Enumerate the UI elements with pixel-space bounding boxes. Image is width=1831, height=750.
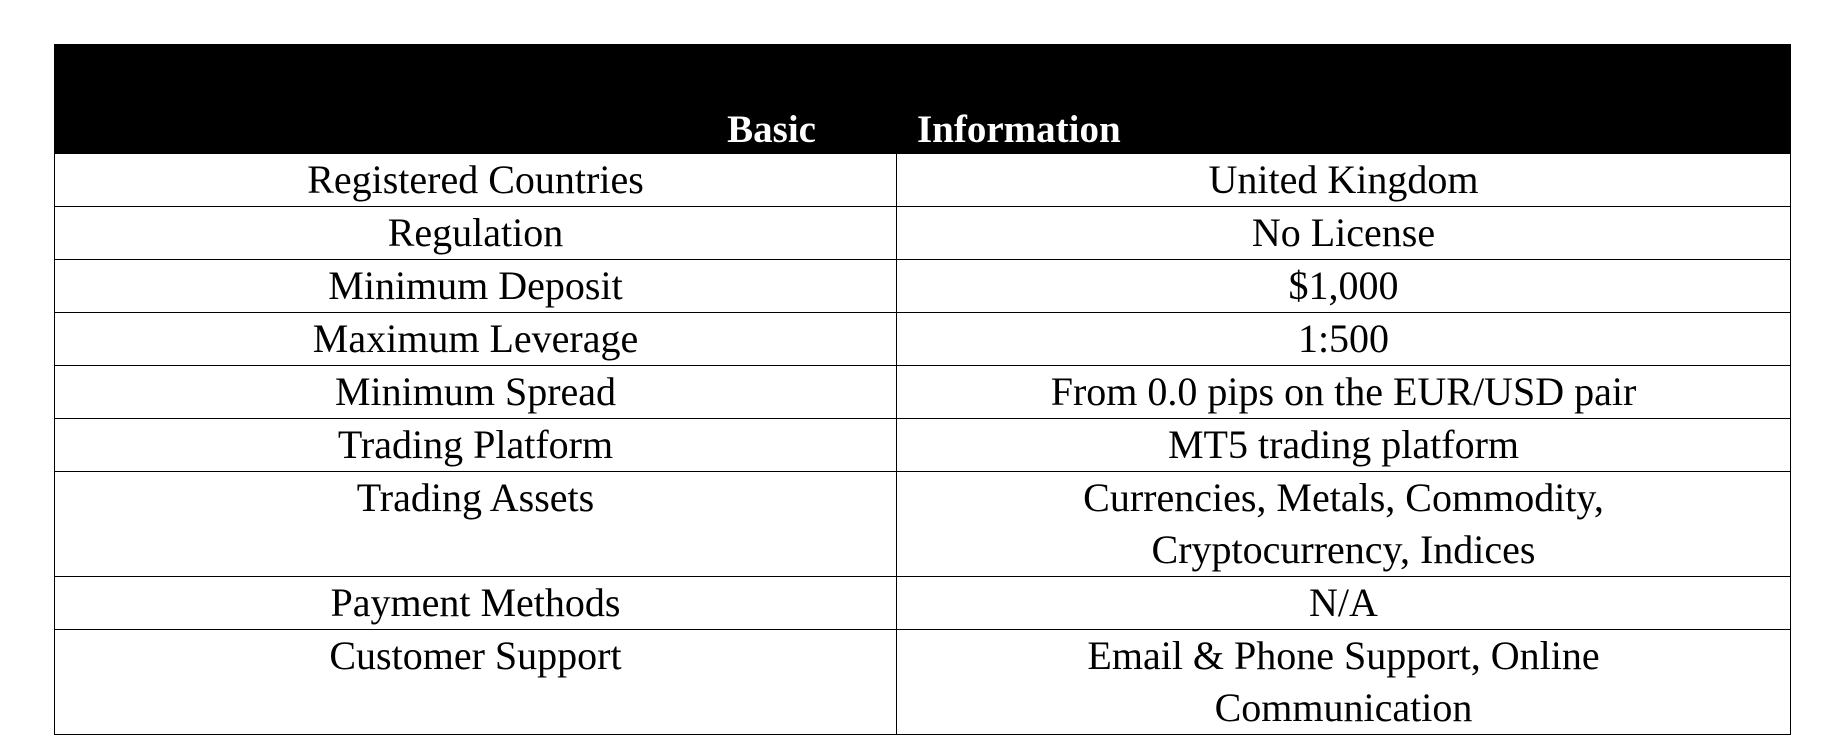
table-row	[55, 207, 1791, 260]
row-value-trading-assets: Currencies, Metals, Commodity, Cryptocurrency, Indices	[1083, 475, 1604, 572]
table-row	[55, 472, 1791, 577]
row-value-minimum-deposit: $1,000	[897, 260, 1791, 313]
row-value-maximum-leverage: 1:500	[897, 313, 1791, 366]
row-value-trading-platform: MT5 trading platform	[897, 419, 1791, 472]
row-label-maximum-leverage: Maximum Leverage	[55, 313, 897, 366]
table-row	[55, 260, 1791, 313]
row-label-customer-support: Customer Support	[55, 630, 897, 735]
table-row	[55, 419, 1791, 472]
table-row	[55, 366, 1791, 419]
row-value-customer-support-cell	[897, 630, 1791, 735]
row-label-registered-countries: Registered Countries	[55, 154, 897, 207]
row-value-regulation: No License	[897, 207, 1791, 260]
row-value-registered-countries: United Kingdom	[897, 154, 1791, 207]
row-value-minimum-spread: From 0.0 pips on the EUR/USD pair	[897, 366, 1791, 419]
table-row	[55, 154, 1791, 207]
row-label-minimum-deposit: Minimum Deposit	[55, 260, 897, 313]
row-value-trading-assets-cell	[897, 472, 1791, 577]
table-row	[55, 630, 1791, 735]
row-label-trading-assets: Trading Assets	[55, 472, 897, 577]
table-header-row	[55, 45, 1791, 154]
header-information: Information	[897, 45, 1791, 154]
row-value-payment-methods: N/A	[897, 577, 1791, 630]
row-value-customer-support: Email & Phone Support, Online Communication	[1087, 633, 1600, 730]
row-label-regulation: Regulation	[55, 207, 897, 260]
row-label-payment-methods: Payment Methods	[55, 577, 897, 630]
row-label-minimum-spread: Minimum Spread	[55, 366, 897, 419]
table-row	[55, 313, 1791, 366]
row-label-trading-platform: Trading Platform	[55, 419, 897, 472]
header-basic: Basic	[55, 45, 897, 154]
basic-information-table	[54, 44, 1791, 735]
table-row	[55, 577, 1791, 630]
